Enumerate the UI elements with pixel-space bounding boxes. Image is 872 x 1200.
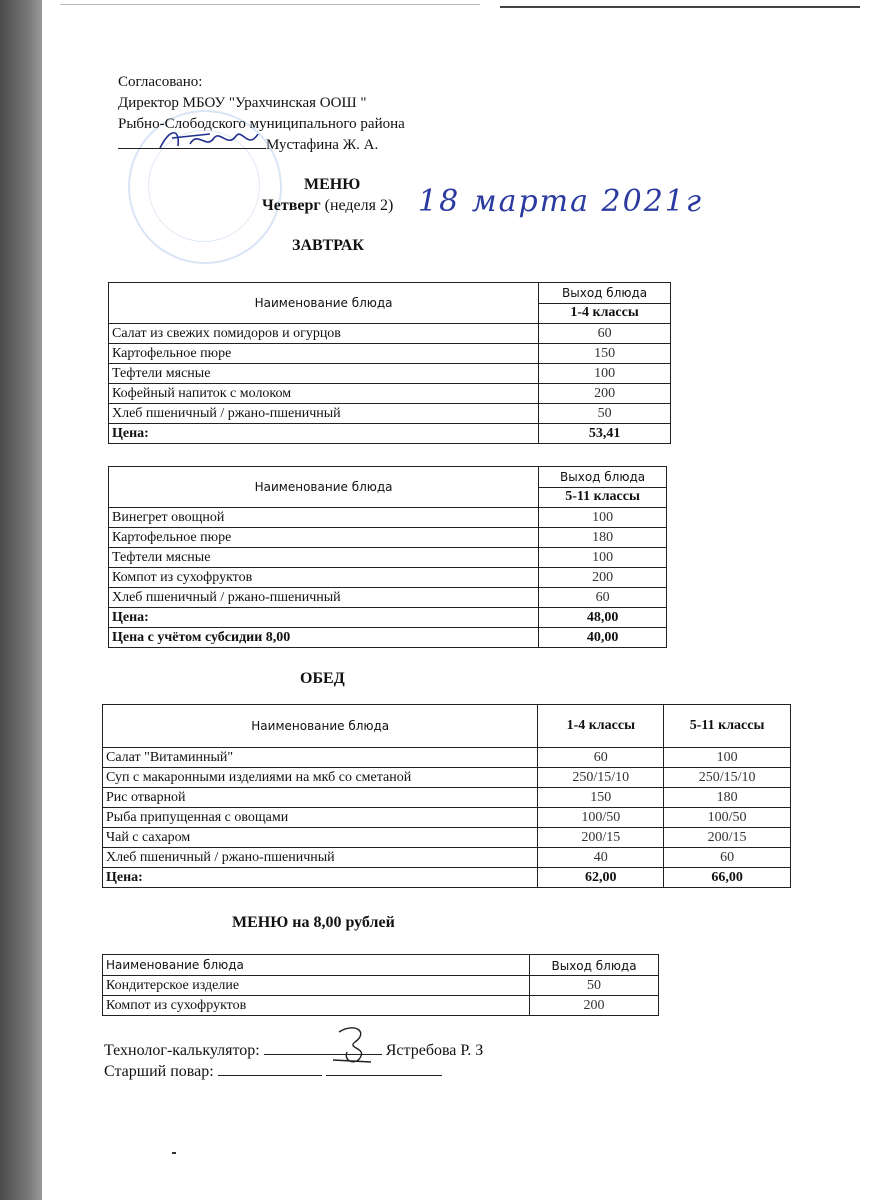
yield-1-4: 200/15 bbox=[538, 828, 664, 848]
cook-label: Старший повар: bbox=[104, 1063, 214, 1080]
approval-district: Рыбно-Слободского муниципального района bbox=[118, 116, 405, 132]
dish-name: Тефтели мясные bbox=[109, 548, 539, 568]
price-1-4: 62,00 bbox=[538, 868, 664, 888]
table-row bbox=[103, 748, 791, 768]
table-row bbox=[109, 324, 671, 344]
dish-name: Хлеб пшеничный / ржано-пшеничный bbox=[103, 848, 538, 868]
dish-name: Компот из сухофруктов bbox=[109, 568, 539, 588]
approval-heading: Согласовано: bbox=[118, 74, 203, 90]
dish-name: Картофельное пюре bbox=[109, 528, 539, 548]
yield-5-11: 60 bbox=[664, 848, 791, 868]
table-row bbox=[109, 344, 671, 364]
column-header-yield: Выход блюда bbox=[530, 955, 659, 976]
dish-yield: 200 bbox=[539, 568, 667, 588]
director-signature bbox=[150, 120, 270, 160]
yield-5-11: 200/15 bbox=[664, 828, 791, 848]
group-header: 1-4 классы bbox=[539, 303, 671, 324]
scan-line bbox=[60, 4, 480, 5]
breakfast-table-1-4 bbox=[108, 282, 671, 444]
dish-yield: 180 bbox=[539, 528, 667, 548]
week-label: (неделя 2) bbox=[320, 197, 394, 214]
subsidy-price: 40,00 bbox=[539, 628, 667, 648]
table-row bbox=[109, 528, 667, 548]
column-header-yield: Выход блюда bbox=[539, 283, 671, 304]
dish-yield: 100 bbox=[539, 548, 667, 568]
dish-yield: 60 bbox=[539, 588, 667, 608]
day-name: Четверг bbox=[262, 197, 321, 214]
yield-5-11: 100 bbox=[664, 748, 791, 768]
price-row bbox=[109, 424, 671, 444]
yield-1-4: 60 bbox=[538, 748, 664, 768]
dish-yield: 50 bbox=[539, 404, 671, 424]
cook-line bbox=[104, 1061, 483, 1082]
signature-blank bbox=[218, 1061, 322, 1076]
table-row bbox=[109, 404, 671, 424]
dish-name: Салат "Витаминный" bbox=[103, 748, 538, 768]
approval-position: Директор МБОУ "Урахчинская ООШ " bbox=[118, 95, 367, 111]
table-row bbox=[109, 568, 667, 588]
table-row bbox=[103, 788, 791, 808]
subsidy-label: Цена с учётом субсидии 8,00 bbox=[109, 628, 539, 648]
scan-edge bbox=[0, 0, 42, 1200]
table-row bbox=[103, 996, 659, 1016]
dish-name: Хлеб пшеничный / ржано-пшеничный bbox=[109, 588, 539, 608]
menu8-title: МЕНЮ на 8,00 рублей bbox=[232, 914, 395, 931]
dish-name: Картофельное пюре bbox=[109, 344, 539, 364]
director-name: Мустафина Ж. А. bbox=[266, 137, 379, 153]
subsidy-row bbox=[109, 628, 667, 648]
price-row bbox=[109, 608, 667, 628]
dish-name: Винегрет овощной bbox=[109, 508, 539, 528]
price-label: Цена: bbox=[109, 424, 539, 444]
yield-5-11: 180 bbox=[664, 788, 791, 808]
table-row bbox=[109, 548, 667, 568]
breakfast-title: ЗАВТРАК bbox=[292, 237, 365, 254]
table-row bbox=[103, 808, 791, 828]
technologist-name: Ястребова Р. З bbox=[385, 1042, 484, 1059]
dish-name: Хлеб пшеничный / ржано-пшеничный bbox=[109, 404, 539, 424]
day-line bbox=[262, 197, 393, 215]
table-row bbox=[109, 508, 667, 528]
table-row bbox=[109, 364, 671, 384]
dish-yield: 150 bbox=[539, 344, 671, 364]
column-header-name: Наименование блюда bbox=[109, 283, 539, 324]
table-row bbox=[103, 828, 791, 848]
table-row bbox=[103, 976, 659, 996]
dish-yield: 200 bbox=[530, 996, 659, 1016]
lunch-table bbox=[102, 704, 791, 888]
technologist-signature bbox=[325, 1022, 385, 1070]
technologist-line bbox=[104, 1040, 483, 1061]
dish-yield: 50 bbox=[530, 976, 659, 996]
dish-name: Тефтели мясные bbox=[109, 364, 539, 384]
staff-block bbox=[104, 1040, 483, 1082]
column-header-yield: Выход блюда bbox=[539, 467, 667, 488]
table-row bbox=[103, 768, 791, 788]
yield-1-4: 250/15/10 bbox=[538, 768, 664, 788]
lunch-title: ОБЕД bbox=[300, 670, 345, 687]
price-value: 48,00 bbox=[539, 608, 667, 628]
yield-1-4: 150 bbox=[538, 788, 664, 808]
dish-yield: 60 bbox=[539, 324, 671, 344]
table-row bbox=[109, 384, 671, 404]
menu-title: МЕНЮ bbox=[304, 176, 361, 193]
menu8-table bbox=[102, 954, 659, 1016]
dish-name: Кондитерское изделие bbox=[103, 976, 530, 996]
scan-speck bbox=[172, 1152, 176, 1154]
dish-name: Компот из сухофруктов bbox=[103, 996, 530, 1016]
column-header-name: Наименование блюда bbox=[109, 467, 539, 508]
price-label: Цена: bbox=[103, 868, 538, 888]
price-row bbox=[103, 868, 791, 888]
dish-name: Суп с макаронными изделиями на мкб со сметаной bbox=[103, 768, 538, 788]
yield-1-4: 40 bbox=[538, 848, 664, 868]
price-5-11: 66,00 bbox=[664, 868, 791, 888]
yield-1-4: 100/50 bbox=[538, 808, 664, 828]
price-value: 53,41 bbox=[539, 424, 671, 444]
column-header-5-11: 5-11 классы bbox=[664, 705, 791, 748]
dish-name: Рис отварной bbox=[103, 788, 538, 808]
price-label: Цена: bbox=[109, 608, 539, 628]
table-row bbox=[109, 588, 667, 608]
dish-yield: 200 bbox=[539, 384, 671, 404]
technologist-label: Технолог-калькулятор: bbox=[104, 1042, 260, 1059]
yield-5-11: 100/50 bbox=[664, 808, 791, 828]
breakfast-table-5-11 bbox=[108, 466, 667, 648]
dish-name: Салат из свежих помидоров и огурцов bbox=[109, 324, 539, 344]
handwritten-date: 18 марта 2021г bbox=[418, 184, 704, 219]
dish-name: Рыба припущенная с овощами bbox=[103, 808, 538, 828]
column-header-name: Наименование блюда bbox=[103, 705, 538, 748]
dish-yield: 100 bbox=[539, 364, 671, 384]
column-header-name: Наименование блюда bbox=[103, 955, 530, 976]
group-header: 5-11 классы bbox=[539, 487, 667, 508]
dish-name: Чай с сахаром bbox=[103, 828, 538, 848]
table-row bbox=[103, 848, 791, 868]
dish-name: Кофейный напиток с молоком bbox=[109, 384, 539, 404]
yield-5-11: 250/15/10 bbox=[664, 768, 791, 788]
column-header-1-4: 1-4 классы bbox=[538, 705, 664, 748]
dish-yield: 100 bbox=[539, 508, 667, 528]
scan-line bbox=[500, 6, 860, 8]
